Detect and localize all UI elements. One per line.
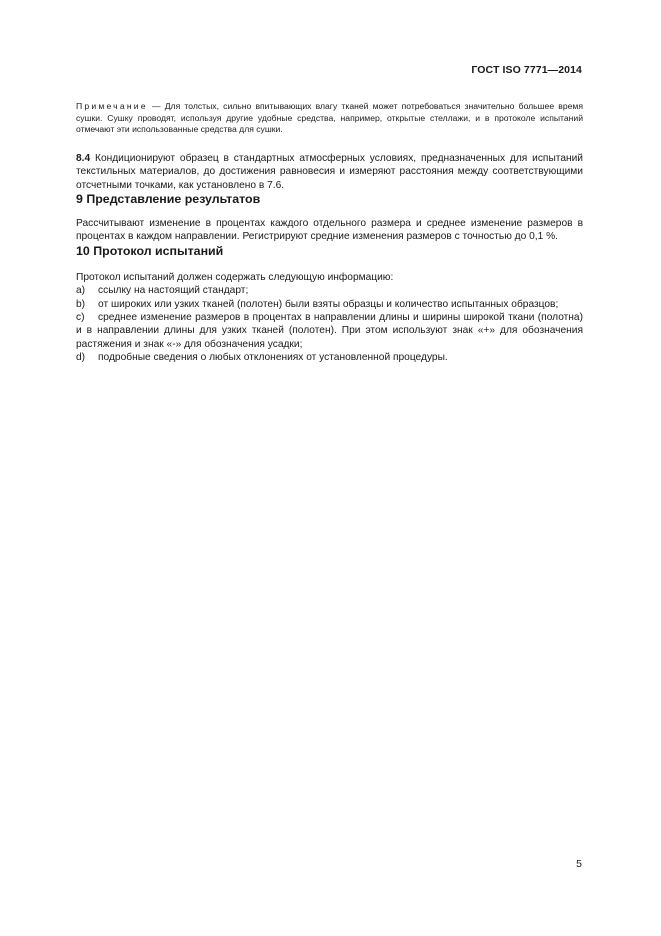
- list-marker: b): [76, 298, 86, 310]
- list-item: [76, 284, 583, 297]
- clause-8-4: [76, 152, 583, 192]
- list-item-text: подробные сведения о любых отклонениях от установленной процедуры.: [98, 352, 448, 364]
- document-code-header: ГОСТ ISO 7771—2014: [471, 64, 582, 76]
- page-number: 5: [576, 858, 582, 870]
- note-label: Примечание: [76, 101, 148, 111]
- note-text: — Для толстых, сильно впитывающих влагу тканей может потребоваться значительно большее время сушки. Сушку проводят, используя другие удобные средства, например, открытые стеллажи, и в протоколе испытаний отмечают эти использованные средства для сушки.: [76, 101, 583, 135]
- section-10-body: [76, 271, 583, 365]
- list-item: [76, 351, 583, 364]
- list-item: [76, 298, 583, 311]
- list-item-text: от широких или узких тканей (полотен) были взяты образцы и количество испытанных образцов;: [98, 298, 559, 310]
- section-9-text: Рассчитывают изменение в процентах каждого отдельного размера и среднее изменение размеров в процентах в каждом направлении. Регистрируют средние изменения размеров с точностью до 0,1 %.: [76, 218, 583, 243]
- page-content: [76, 101, 583, 365]
- list-marker: a): [76, 285, 86, 297]
- section-10-intro: Протокол испытаний должен содержать следующую информацию:: [76, 271, 394, 283]
- list-item-text: ссылку на настоящий стандарт;: [98, 285, 249, 297]
- clause-number: 8.4: [76, 152, 91, 164]
- list-item-text: среднее изменение размеров в процентах в направлении длины и ширины широкой ткани (полотна) и в направлении длины для узких тканей (полотен). При этом используют знак «+» для обозначения растяжения и знак «-» для обозначения усадки;: [76, 312, 583, 350]
- list-marker: d): [76, 352, 86, 364]
- list-item: [76, 311, 583, 351]
- section-10-heading: 10 Протокол испытаний: [76, 243, 224, 258]
- clause-text: Кондиционируют образец в стандартных атмосферных условиях, предназначенных для испытаний текстильных материалов, до достижения равновесия и измеряют расстояния между соответствующими отсчетными точками, как установлено в 7.6.: [76, 152, 583, 191]
- list-marker: c): [76, 312, 85, 324]
- section-9-heading: 9 Представление результатов: [76, 192, 261, 206]
- note-paragraph: [76, 101, 583, 136]
